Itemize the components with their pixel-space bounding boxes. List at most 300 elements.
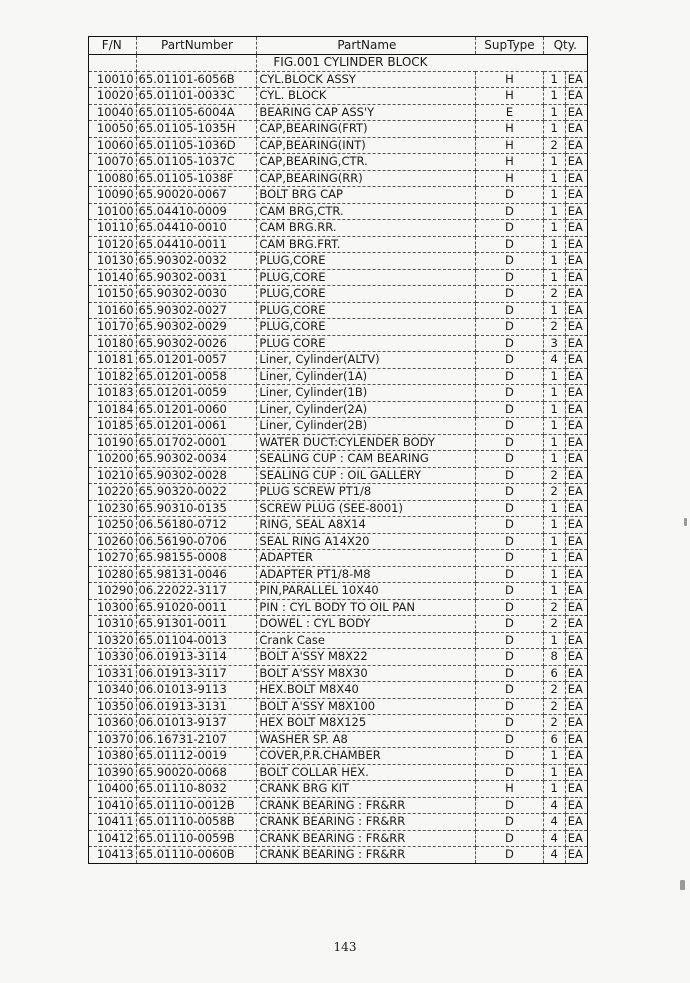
row-qty: 1 <box>543 517 565 534</box>
figure-title: FIG.001 CYLINDER BLOCK <box>257 55 543 72</box>
table-row <box>89 335 588 352</box>
row-part-number: 65.01110-0059B <box>136 830 257 847</box>
row-unit: EA <box>565 731 587 748</box>
table-row <box>89 484 588 501</box>
row-sup-type: D <box>476 830 543 847</box>
row-sup-type: D <box>476 385 543 402</box>
row-unit: EA <box>565 533 587 550</box>
row-sup-type: D <box>476 269 543 286</box>
row-fn: 10380 <box>89 748 137 765</box>
row-sup-type: D <box>476 484 543 501</box>
row-sup-type: D <box>476 352 543 369</box>
row-part-name: BOLT BRG CAP <box>257 187 476 204</box>
row-sup-type: D <box>476 814 543 831</box>
row-fn: 10260 <box>89 533 137 550</box>
row-fn: 10270 <box>89 550 137 567</box>
row-sup-type: D <box>476 517 543 534</box>
row-part-number: 65.98155-0008 <box>136 550 257 567</box>
row-unit: EA <box>565 682 587 699</box>
table-row <box>89 286 588 303</box>
row-qty: 1 <box>543 434 565 451</box>
row-unit: EA <box>565 154 587 171</box>
row-qty: 1 <box>543 187 565 204</box>
figure-title-row <box>89 55 588 72</box>
row-part-name: Liner, Cylinder(1A) <box>257 368 476 385</box>
row-part-name: Liner, Cylinder(2A) <box>257 401 476 418</box>
row-qty: 1 <box>543 385 565 402</box>
row-unit: EA <box>565 104 587 121</box>
row-part-name: SEALING CUP : OIL GALLERY <box>257 467 476 484</box>
row-unit: EA <box>565 847 587 864</box>
row-qty: 4 <box>543 352 565 369</box>
row-part-name: WATER DUCT:CYLENDER BODY <box>257 434 476 451</box>
row-fn: 10190 <box>89 434 137 451</box>
table-row <box>89 682 588 699</box>
row-qty: 4 <box>543 830 565 847</box>
row-qty: 1 <box>543 302 565 319</box>
row-qty: 2 <box>543 286 565 303</box>
row-fn: 10310 <box>89 616 137 633</box>
row-qty: 1 <box>543 253 565 270</box>
row-fn: 10210 <box>89 467 137 484</box>
row-unit: EA <box>565 220 587 237</box>
row-part-number: 06.01913-3131 <box>136 698 257 715</box>
row-part-name: PLUG,CORE <box>257 286 476 303</box>
row-qty: 4 <box>543 814 565 831</box>
table-row <box>89 599 588 616</box>
row-fn: 10230 <box>89 500 137 517</box>
table-row <box>89 764 588 781</box>
row-part-name: CAP,BEARING(FRT) <box>257 121 476 138</box>
row-unit: EA <box>565 649 587 666</box>
row-sup-type: D <box>476 550 543 567</box>
table-row <box>89 236 588 253</box>
row-sup-type: D <box>476 467 543 484</box>
row-sup-type: D <box>476 187 543 204</box>
table-row <box>89 781 588 798</box>
row-part-name: HEX.BOLT M8X40 <box>257 682 476 699</box>
row-part-number: 06.01013-9113 <box>136 682 257 699</box>
table-row <box>89 500 588 517</box>
row-sup-type: D <box>476 649 543 666</box>
row-unit: EA <box>565 434 587 451</box>
row-part-number: 65.04410-0009 <box>136 203 257 220</box>
row-fn: 10350 <box>89 698 137 715</box>
row-unit: EA <box>565 401 587 418</box>
row-part-number: 06.56180-0712 <box>136 517 257 534</box>
row-fn: 10090 <box>89 187 137 204</box>
row-qty: 6 <box>543 731 565 748</box>
row-part-name: PIN,PARALLEL 10X40 <box>257 583 476 600</box>
table-row <box>89 847 588 864</box>
row-qty: 1 <box>543 269 565 286</box>
row-part-number: 65.91301-0011 <box>136 616 257 633</box>
table-row <box>89 71 588 88</box>
table-row <box>89 352 588 369</box>
table-row <box>89 302 588 319</box>
row-part-name: PLUG,CORE <box>257 269 476 286</box>
row-part-number: 65.01110-8032 <box>136 781 257 798</box>
row-fn: 10412 <box>89 830 137 847</box>
row-qty: 1 <box>543 748 565 765</box>
row-part-name: CRANK BRG KIT <box>257 781 476 798</box>
row-fn: 10130 <box>89 253 137 270</box>
row-part-number: 65.01104-0013 <box>136 632 257 649</box>
row-part-number: 65.01110-0060B <box>136 847 257 864</box>
row-qty: 1 <box>543 401 565 418</box>
row-part-number: 65.04410-0010 <box>136 220 257 237</box>
row-fn: 10182 <box>89 368 137 385</box>
row-part-number: 65.01110-0058B <box>136 814 257 831</box>
row-part-number: 65.90302-0030 <box>136 286 257 303</box>
row-qty: 1 <box>543 71 565 88</box>
row-sup-type: D <box>476 368 543 385</box>
row-sup-type: D <box>476 286 543 303</box>
row-fn: 10290 <box>89 583 137 600</box>
row-sup-type: D <box>476 253 543 270</box>
table-row <box>89 203 588 220</box>
table-row <box>89 319 588 336</box>
parts-list-table <box>88 36 588 864</box>
scan-speck <box>684 518 687 526</box>
table-row <box>89 814 588 831</box>
row-fn: 10300 <box>89 599 137 616</box>
row-sup-type: H <box>476 170 543 187</box>
row-sup-type: E <box>476 104 543 121</box>
table-row <box>89 88 588 105</box>
row-part-name: BOLT A'SSY M8X30 <box>257 665 476 682</box>
row-qty: 1 <box>543 764 565 781</box>
row-fn: 10080 <box>89 170 137 187</box>
row-part-number: 65.04410-0011 <box>136 236 257 253</box>
row-part-name: COVER,P.R.CHAMBER <box>257 748 476 765</box>
row-fn: 10180 <box>89 335 137 352</box>
table-row <box>89 649 588 666</box>
row-unit: EA <box>565 286 587 303</box>
table-row <box>89 121 588 138</box>
column-header-part-name: PartName <box>257 37 476 55</box>
row-fn: 10360 <box>89 715 137 732</box>
row-qty: 1 <box>543 550 565 567</box>
row-part-number: 06.16731-2107 <box>136 731 257 748</box>
table-row <box>89 583 588 600</box>
row-fn: 10280 <box>89 566 137 583</box>
row-fn: 10040 <box>89 104 137 121</box>
row-part-name: Liner, Cylinder(ALTV) <box>257 352 476 369</box>
row-qty: 1 <box>543 368 565 385</box>
table-row <box>89 616 588 633</box>
row-fn: 10370 <box>89 731 137 748</box>
row-part-name: WASHER SP. A8 <box>257 731 476 748</box>
row-sup-type: H <box>476 71 543 88</box>
row-unit: EA <box>565 715 587 732</box>
table-row <box>89 467 588 484</box>
row-unit: EA <box>565 830 587 847</box>
row-fn: 10020 <box>89 88 137 105</box>
table-row <box>89 451 588 468</box>
row-sup-type: H <box>476 121 543 138</box>
table-row <box>89 731 588 748</box>
row-sup-type: D <box>476 319 543 336</box>
row-unit: EA <box>565 451 587 468</box>
row-part-name: ADAPTER PT1/8-M8 <box>257 566 476 583</box>
row-sup-type: D <box>476 682 543 699</box>
row-sup-type: H <box>476 154 543 171</box>
row-part-name: Crank Case <box>257 632 476 649</box>
table-row <box>89 533 588 550</box>
row-part-number: 65.01201-0060 <box>136 401 257 418</box>
row-sup-type: H <box>476 88 543 105</box>
row-unit: EA <box>565 698 587 715</box>
row-unit: EA <box>565 88 587 105</box>
row-fn: 10181 <box>89 352 137 369</box>
row-qty: 6 <box>543 665 565 682</box>
row-qty: 1 <box>543 451 565 468</box>
row-sup-type: D <box>476 500 543 517</box>
row-part-name: SCREW PLUG (SEE-8001) <box>257 500 476 517</box>
row-part-number: 65.01105-6004A <box>136 104 257 121</box>
row-qty: 1 <box>543 121 565 138</box>
row-unit: EA <box>565 269 587 286</box>
row-unit: EA <box>565 467 587 484</box>
row-sup-type: D <box>476 533 543 550</box>
row-part-number: 65.01101-6056B <box>136 71 257 88</box>
table-row <box>89 550 588 567</box>
row-fn: 10340 <box>89 682 137 699</box>
row-qty: 4 <box>543 797 565 814</box>
row-sup-type: D <box>476 220 543 237</box>
row-fn: 10220 <box>89 484 137 501</box>
column-header-sup-type: SupType <box>476 37 543 55</box>
row-fn: 10390 <box>89 764 137 781</box>
row-sup-type: H <box>476 137 543 154</box>
row-part-number: 65.90310-0135 <box>136 500 257 517</box>
row-part-name: SEAL RING A14X20 <box>257 533 476 550</box>
row-unit: EA <box>565 632 587 649</box>
row-part-name: CRANK BEARING : FR&RR <box>257 847 476 864</box>
table-row <box>89 253 588 270</box>
row-unit: EA <box>565 764 587 781</box>
row-part-name: ADAPTER <box>257 550 476 567</box>
table-row <box>89 368 588 385</box>
row-part-name: BOLT COLLAR HEX. <box>257 764 476 781</box>
row-part-number: 65.01105-1038F <box>136 170 257 187</box>
row-unit: EA <box>565 797 587 814</box>
row-part-number: 65.01702-0001 <box>136 434 257 451</box>
row-qty: 1 <box>543 236 565 253</box>
row-part-number: 65.01105-1036D <box>136 137 257 154</box>
row-sup-type: D <box>476 632 543 649</box>
row-unit: EA <box>565 121 587 138</box>
row-unit: EA <box>565 517 587 534</box>
row-sup-type: H <box>476 781 543 798</box>
scan-speck <box>680 880 685 890</box>
table-row <box>89 797 588 814</box>
row-qty: 1 <box>543 170 565 187</box>
row-part-number: 06.01013-9137 <box>136 715 257 732</box>
table-row <box>89 632 588 649</box>
row-qty: 1 <box>543 533 565 550</box>
row-sup-type: D <box>476 583 543 600</box>
row-part-name: CYL.BLOCK ASSY <box>257 71 476 88</box>
row-unit: EA <box>565 236 587 253</box>
row-part-number: 06.22022-3117 <box>136 583 257 600</box>
row-sup-type: D <box>476 797 543 814</box>
row-part-number: 65.90302-0027 <box>136 302 257 319</box>
row-part-number: 65.90320-0022 <box>136 484 257 501</box>
table-row <box>89 434 588 451</box>
row-sup-type: D <box>476 401 543 418</box>
row-part-number: 65.90302-0029 <box>136 319 257 336</box>
row-qty: 1 <box>543 632 565 649</box>
row-qty: 1 <box>543 88 565 105</box>
table-row <box>89 385 588 402</box>
row-qty: 2 <box>543 682 565 699</box>
row-part-name: CAM BRG.RR. <box>257 220 476 237</box>
row-unit: EA <box>565 583 587 600</box>
row-qty: 3 <box>543 335 565 352</box>
row-sup-type: D <box>476 748 543 765</box>
row-sup-type: D <box>476 715 543 732</box>
row-qty: 1 <box>543 566 565 583</box>
row-part-number: 65.90302-0032 <box>136 253 257 270</box>
table-row <box>89 401 588 418</box>
row-qty: 2 <box>543 715 565 732</box>
row-sup-type: D <box>476 434 543 451</box>
row-qty: 2 <box>543 137 565 154</box>
page-number: 143 <box>333 940 357 954</box>
table-row <box>89 418 588 435</box>
row-fn: 10160 <box>89 302 137 319</box>
row-unit: EA <box>565 368 587 385</box>
table-row <box>89 104 588 121</box>
row-fn: 10050 <box>89 121 137 138</box>
row-unit: EA <box>565 187 587 204</box>
row-sup-type: D <box>476 847 543 864</box>
row-unit: EA <box>565 500 587 517</box>
row-qty: 1 <box>543 583 565 600</box>
row-fn: 10410 <box>89 797 137 814</box>
row-sup-type: D <box>476 335 543 352</box>
row-sup-type: D <box>476 302 543 319</box>
row-qty: 2 <box>543 467 565 484</box>
row-fn: 10413 <box>89 847 137 864</box>
row-part-name: CAM BRG,CTR. <box>257 203 476 220</box>
row-qty: 1 <box>543 220 565 237</box>
row-unit: EA <box>565 418 587 435</box>
table-row <box>89 269 588 286</box>
table-row <box>89 170 588 187</box>
row-unit: EA <box>565 137 587 154</box>
row-unit: EA <box>565 302 587 319</box>
row-part-number: 65.01201-0058 <box>136 368 257 385</box>
row-part-number: 65.01110-0012B <box>136 797 257 814</box>
row-unit: EA <box>565 748 587 765</box>
row-part-name: CAP,BEARING,CTR. <box>257 154 476 171</box>
row-qty: 2 <box>543 484 565 501</box>
table-row <box>89 748 588 765</box>
row-unit: EA <box>565 253 587 270</box>
row-unit: EA <box>565 71 587 88</box>
row-part-number: 65.98131-0046 <box>136 566 257 583</box>
table-row <box>89 830 588 847</box>
row-qty: 1 <box>543 781 565 798</box>
row-part-name: PLUG CORE <box>257 335 476 352</box>
table-row <box>89 187 588 204</box>
row-sup-type: D <box>476 665 543 682</box>
row-qty: 2 <box>543 599 565 616</box>
row-unit: EA <box>565 385 587 402</box>
row-part-number: 65.90302-0026 <box>136 335 257 352</box>
row-sup-type: D <box>476 599 543 616</box>
row-fn: 10330 <box>89 649 137 666</box>
row-qty: 2 <box>543 319 565 336</box>
row-part-name: BOLT A'SSY M8X22 <box>257 649 476 666</box>
row-unit: EA <box>565 599 587 616</box>
row-part-name: PLUG,CORE <box>257 302 476 319</box>
row-fn: 10185 <box>89 418 137 435</box>
row-part-name: Liner, Cylinder(1B) <box>257 385 476 402</box>
row-part-name: CRANK BEARING : FR&RR <box>257 830 476 847</box>
table-row <box>89 220 588 237</box>
row-part-number: 06.01913-3117 <box>136 665 257 682</box>
row-part-number: 65.90020-0067 <box>136 187 257 204</box>
row-unit: EA <box>565 566 587 583</box>
row-unit: EA <box>565 352 587 369</box>
row-unit: EA <box>565 319 587 336</box>
table-header-row <box>89 37 588 55</box>
row-sup-type: D <box>476 764 543 781</box>
row-qty: 1 <box>543 154 565 171</box>
row-sup-type: D <box>476 236 543 253</box>
row-part-name: CRANK BEARING : FR&RR <box>257 814 476 831</box>
table-row <box>89 566 588 583</box>
row-unit: EA <box>565 550 587 567</box>
row-part-number: 65.90020-0068 <box>136 764 257 781</box>
table-row <box>89 665 588 682</box>
column-header-part-number: PartNumber <box>136 37 257 55</box>
row-fn: 10110 <box>89 220 137 237</box>
row-part-name: PLUG SCREW PT1/8 <box>257 484 476 501</box>
row-part-name: CRANK BEARING : FR&RR <box>257 797 476 814</box>
row-sup-type: D <box>476 566 543 583</box>
row-fn: 10140 <box>89 269 137 286</box>
column-header-fn: F/N <box>89 37 137 55</box>
row-part-name: CAM BRG.FRT. <box>257 236 476 253</box>
row-sup-type: D <box>476 731 543 748</box>
row-part-number: 06.01913-3114 <box>136 649 257 666</box>
row-part-number: 65.01201-0059 <box>136 385 257 402</box>
row-fn: 10070 <box>89 154 137 171</box>
row-fn: 10200 <box>89 451 137 468</box>
row-fn: 10250 <box>89 517 137 534</box>
row-qty: 8 <box>543 649 565 666</box>
row-part-number: 65.91020-0011 <box>136 599 257 616</box>
column-header-qty: Qty. <box>543 37 587 55</box>
row-fn: 10400 <box>89 781 137 798</box>
row-part-name: CYL. BLOCK <box>257 88 476 105</box>
table-row <box>89 517 588 534</box>
row-fn: 10060 <box>89 137 137 154</box>
row-unit: EA <box>565 335 587 352</box>
row-qty: 1 <box>543 500 565 517</box>
row-part-name: PIN : CYL BODY TO OIL PAN <box>257 599 476 616</box>
row-fn: 10183 <box>89 385 137 402</box>
row-unit: EA <box>565 484 587 501</box>
row-part-name: CAP,BEARING(INT) <box>257 137 476 154</box>
table-row <box>89 154 588 171</box>
row-fn: 10150 <box>89 286 137 303</box>
